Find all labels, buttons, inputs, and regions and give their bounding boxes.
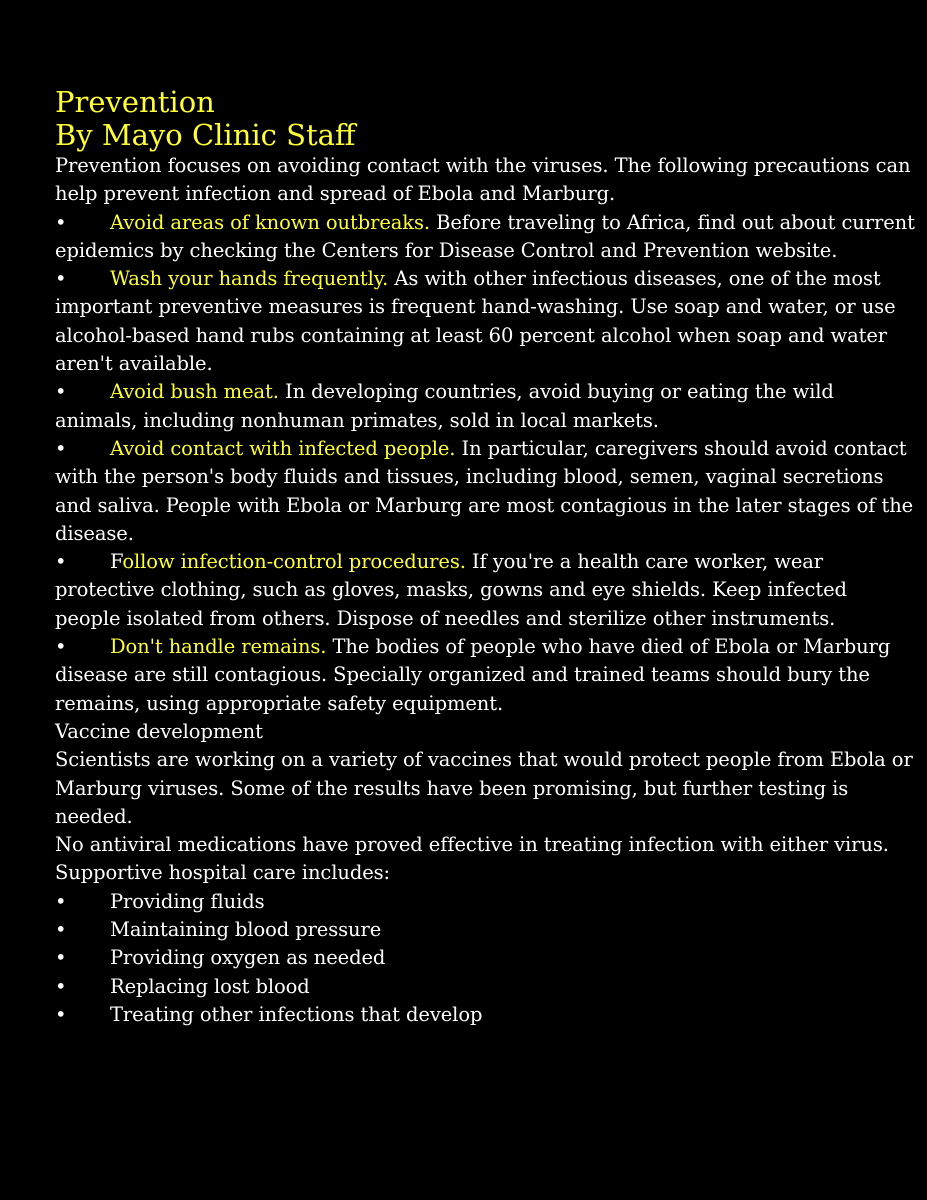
item-text: In particular, caregivers should avoid contact with the person's body fluids and tissues, including blood, semen, vaginal secretions and saliva. People with Ebola or Marburg are most contagious in the later stages of the disease. <box>55 436 914 545</box>
item-highlight: Wash your hands frequently. <box>110 267 389 291</box>
item-highlight: Avoid contact with infected people. <box>110 436 456 460</box>
list-item <box>55 378 915 435</box>
list-item <box>55 1001 915 1029</box>
bullet-icon: • <box>55 889 67 913</box>
item-text: As with other infectious diseases, one of the most important preventive measures is frequent hand-washing. Use soap and water, or use alcohol-based hand rubs containing at least 60 percent alcohol when soap and water aren't available. <box>55 267 896 376</box>
bullet-icon: • <box>55 946 67 970</box>
item-highlight: Avoid bush meat. <box>110 380 279 404</box>
item-text: Before traveling to Africa, find out about current epidemics by checking the Centers for Disease Control and Prevention website. <box>55 210 915 262</box>
list-item <box>55 888 915 916</box>
document-page <box>55 86 915 1029</box>
bullet-icon: • <box>55 918 67 942</box>
item-text: Replacing lost blood <box>110 974 310 998</box>
vaccine-heading: Vaccine development <box>55 719 263 743</box>
item-highlight: ollow infection-control procedures. <box>122 550 466 574</box>
list-item <box>55 633 915 718</box>
item-text: If you're a health care worker, wear protective clothing, such as gloves, masks, gowns and eye shields. Keep infected people isolated from others. Dispose of needles and sterilize other instruments. <box>55 550 847 630</box>
vaccine-paragraph: Scientists are working on a variety of vaccines that would protect people from Ebola or Marburg viruses. Some of the results have been promising, but further testing is needed. <box>55 748 913 828</box>
list-item <box>55 916 915 944</box>
byline: By Mayo Clinic Staff <box>55 118 356 152</box>
treatment-list <box>55 888 915 1029</box>
bullet-icon: • <box>55 267 67 291</box>
item-text: Providing oxygen as needed <box>110 946 386 970</box>
bullet-icon: • <box>55 210 67 234</box>
list-item <box>55 973 915 1001</box>
bullet-icon: • <box>55 974 67 998</box>
treatment-paragraph: No antiviral medications have proved effective in treating infection with either virus. Supportive hospital care includes: <box>55 833 889 885</box>
item-text: Treating other infections that develop <box>110 1002 483 1026</box>
list-item <box>55 944 915 972</box>
intro-paragraph: Prevention focuses on avoiding contact with the viruses. The following precautions can help prevent infection and spread of Ebola and Marburg. <box>55 154 911 206</box>
item-highlight: Avoid areas of known outbreaks. <box>110 210 431 234</box>
precautions-list <box>55 209 915 718</box>
bullet-icon: • <box>55 550 67 574</box>
item-text: Maintaining blood pressure <box>110 918 382 942</box>
item-lead: F <box>110 550 123 574</box>
page-title: Prevention <box>55 85 215 119</box>
list-item <box>55 209 915 266</box>
list-item <box>55 265 915 378</box>
bullet-icon: • <box>55 436 67 460</box>
item-text: Providing fluids <box>110 889 265 913</box>
item-text: The bodies of people who have died of Ebola or Marburg disease are still contagious. Specially organized and trained teams should bury the remains, using appropriate safety equipment. <box>55 635 891 715</box>
item-highlight: Don't handle remains. <box>110 635 327 659</box>
bullet-icon: • <box>55 1002 67 1026</box>
list-item <box>55 548 915 633</box>
bullet-icon: • <box>55 635 67 659</box>
list-item <box>55 435 915 548</box>
bullet-icon: • <box>55 380 67 404</box>
item-text: In developing countries, avoid buying or eating the wild animals, including nonhuman primates, sold in local markets. <box>55 380 834 432</box>
